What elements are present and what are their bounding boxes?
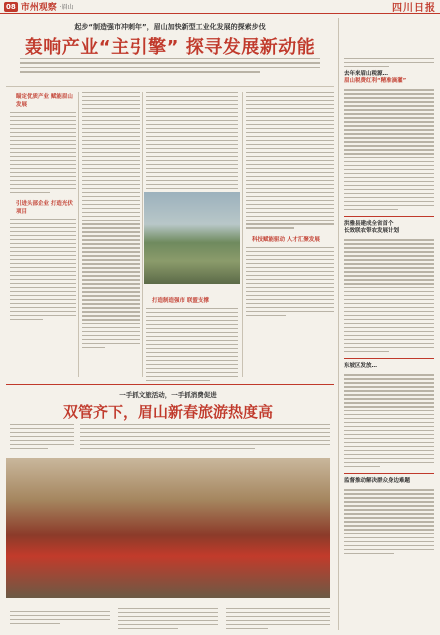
lead-column-2	[82, 92, 140, 348]
lead-column-3	[146, 92, 238, 201]
lead-column-3b	[146, 296, 238, 381]
right-item-2-title: 洪雅县建成全省首个	[344, 221, 394, 228]
second-column-1	[10, 608, 110, 624]
lead-column-1	[10, 92, 76, 320]
right-column	[344, 20, 434, 560]
newspaper-brand: 四川日报	[392, 3, 436, 14]
column-rule	[338, 18, 339, 630]
divider	[6, 86, 334, 87]
page-number: 08	[6, 2, 16, 11]
section-subtitle: ·眉山	[59, 4, 74, 11]
story-divider	[6, 384, 334, 385]
column-rule	[242, 92, 243, 377]
column-rule	[78, 92, 79, 377]
subhead-3: 打造制造强市 联盟支撑	[152, 298, 209, 304]
second-column-3	[226, 608, 330, 629]
lead-headline: 轰响产业“主引擎” 探寻发展新动能	[24, 37, 316, 58]
subhead-2: 引进头部企业 打造光伏项目	[16, 201, 73, 216]
right-item-2-title2: 长效联农带农发展计划	[344, 228, 400, 235]
lead-kicker: 起步“制造强市冲刺年”，眉山加快新型工业化发展的探索步伐	[74, 23, 266, 31]
right-item-4-title: 监督推动解决群众身边难题	[344, 478, 411, 485]
second-kicker: 一手抓文旅活动，一手抓消费促进	[119, 391, 217, 399]
second-photo-festival	[6, 458, 330, 598]
lead-photo-industrial-park	[144, 192, 240, 284]
subhead-4: 科技赋能驱动 人才汇聚发展	[252, 236, 320, 243]
lead-column-4	[246, 92, 334, 316]
right-item-1-title: 去年来眉山税源…	[344, 71, 389, 78]
second-column-2	[118, 608, 218, 629]
subhead-1: 瞄定优质产业 赋能眉山发展	[16, 94, 73, 108]
right-item-1-title2: 眉山税费红利“精准滴灌”	[344, 78, 407, 85]
page-header	[0, 0, 440, 14]
section-title: 市州观察	[20, 3, 57, 13]
second-intro	[10, 424, 74, 449]
lead-standfirst	[20, 58, 320, 73]
second-lead-paragraph	[80, 424, 330, 449]
second-headline: 双管齐下，眉山新春旅游热度高	[62, 403, 273, 421]
column-rule	[142, 92, 143, 377]
right-item-3-title: 东坡区发放…	[344, 363, 378, 370]
